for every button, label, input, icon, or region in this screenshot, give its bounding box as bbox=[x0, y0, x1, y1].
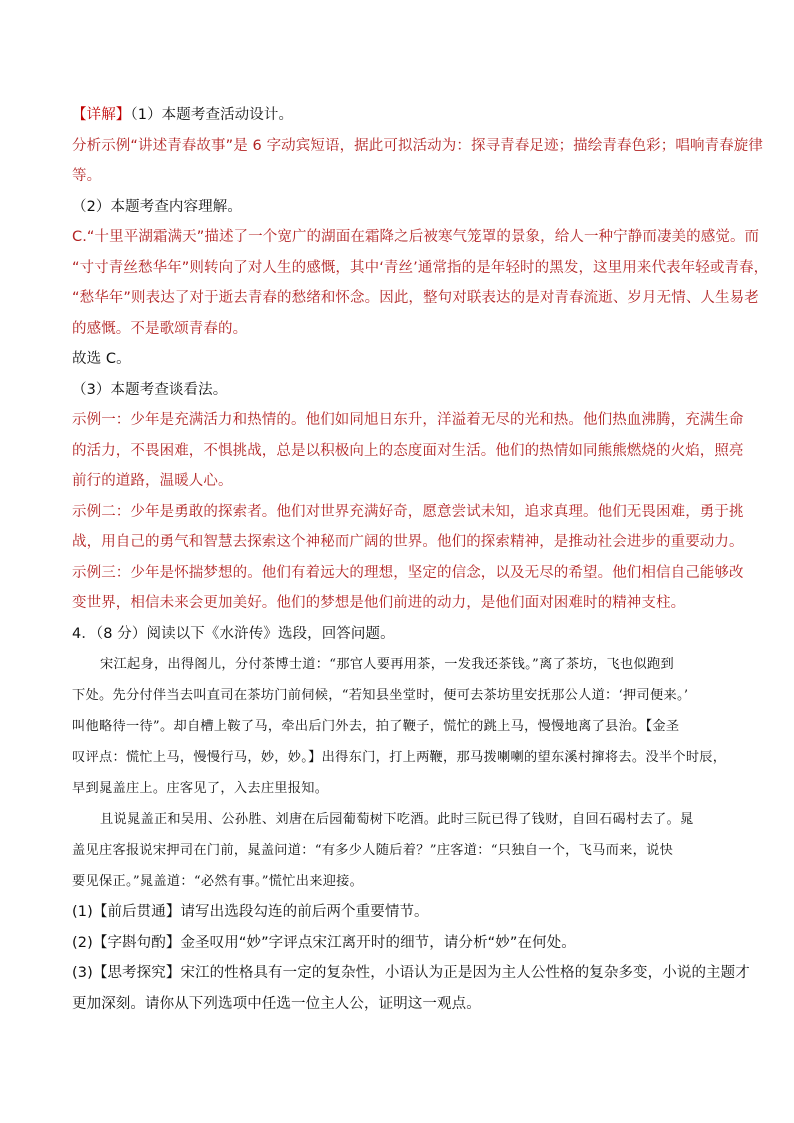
question-4-heading: 4．（8 分）阅读以下《水浒传》选段，回答问题。 bbox=[72, 625, 395, 642]
passage-p2-line-3: 要见保正。”晁盖道：“必然有事。”慌忙出来迎接。 bbox=[72, 874, 364, 889]
passage-p1-line-3: 叫他略待一待”。却自槽上鞍了马，牵出后门外去，拍了鞭子，慌忙的跳上马，慢慢地离了县治。【金圣 bbox=[72, 719, 680, 734]
example-3-line-1: 示例三：少年是怀揣梦想的。他们有着远大的理想，坚定的信念，以及无尽的希望。他们相信自己能够改 bbox=[72, 564, 744, 581]
passage-p2-line-2: 盖见庄客报说宋押司在门前，晁盖问道：“有多少人随后着？”庄客道：“只独自一个，飞马而来，说快 bbox=[72, 843, 674, 858]
passage-p2-line-1: 且说晁盖正和吴用、公孙胜、刘唐在后园葡萄树下吃酒。此时三阮已得了钱财，自回石碣村去了。晁 bbox=[100, 812, 694, 827]
detail-q2: （2）本题考查内容理解。 bbox=[72, 198, 242, 215]
example-2-line-1: 示例二：少年是勇敢的探索者。他们对世界充满好奇，愿意尝试未知，追求真理。他们无畏困难，勇于挑 bbox=[72, 503, 744, 520]
analysis-line-2: 等。 bbox=[72, 168, 102, 184]
example-3-line-2: 变世界，相信未来会更加美好。他们的梦想是他们前进的动力，是他们面对困难时的精神支柱。 bbox=[72, 595, 686, 611]
sub-question-3-text: 宋江的性格具有一定的复杂性，小语认为正是因为主人公性格的复杂多变，小说的主题才 bbox=[180, 965, 750, 981]
sub-question-1-tag: 【前后贯通】 bbox=[92, 904, 181, 920]
passage-p1-line-1: 宋江起身，出得阁儿，分付茶博士道：“那官人要再用茶，一发我还茶钱。”离了茶坊，飞也似跑到 bbox=[100, 657, 674, 672]
answer-c-line-4: 的感慨。不是歌颂青春的。 bbox=[72, 320, 248, 337]
analysis-line-1: 分析示例“讲述青春故事”是 6 字动宾短语，据此可拟活动为：探寻青春足迹；描绘青春色彩；唱响青春旋律 bbox=[72, 137, 763, 154]
sub-question-3-number: (3) bbox=[72, 965, 93, 981]
sub-question-1-text: 请写出选段勾连的前后两个重要情节。 bbox=[180, 904, 429, 920]
example-1-line-3: 前行的道路，温暖人心。 bbox=[72, 473, 233, 489]
passage-p1-line-5: 早到晁盖庄上。庄客见了，入去庄里报知。 bbox=[72, 781, 329, 796]
answer-c-line-2: “寸寸青丝愁华年”则转向了对人生的感慨，其中‘青丝’通常指的是年轻时的黑发，这里用来代表年轻或青春， bbox=[72, 259, 769, 276]
example-2-line-2: 战，用自己的勇气和智慧去探索这个神秘而广阔的世界。他们的探索精神，是推动社会进步的重要动力。 bbox=[72, 534, 744, 550]
detail-q1: （1）本题考查活动设计。 bbox=[130, 107, 294, 123]
detail-tag: 【详解】 bbox=[72, 107, 131, 123]
passage-p1-line-4: 叹评点：慌忙上马，慢慢行马，妙，妙。】出得东门，打上两鞭，那马拨喇喇的望东溪村撺将去。没半个时辰， bbox=[72, 750, 727, 765]
sub-question-1-number: (1) bbox=[72, 904, 93, 920]
passage-p1-line-2: 下处。先分付伴当去叫直司在茶坊门前伺候，“若知县坐堂时，便可去茶坊里安抚那公人道：‘押司便来。’ bbox=[72, 688, 689, 703]
sub-question-3 bbox=[72, 958, 750, 989]
sub-question-2 bbox=[72, 928, 732, 959]
detail-q3: （3）本题考查谈看法。 bbox=[72, 381, 228, 398]
sub-question-1 bbox=[72, 897, 732, 928]
example-1-line-1: 示例一：少年是充满活力和热情的。他们如同旭日东升，洋溢着无尽的光和热。他们热血沸腾，充满生命 bbox=[72, 412, 744, 428]
document-page bbox=[72, 100, 769, 1019]
sub-question-2-text: 金圣叹用“妙”字评点宋江离开时的细节，请分析“妙”在何处。 bbox=[180, 934, 576, 951]
sub-question-3-tag: 【思考探究】 bbox=[92, 965, 181, 981]
answer-c-line-3: “愁华年”则表达了对于逝去青春的愁绪和怀念。因此，整句对联表达的是对青春流逝、岁月无情、人生易老 bbox=[72, 290, 759, 306]
detail-intro-line bbox=[72, 100, 732, 131]
sub-question-2-tag: 【字斟句酌】 bbox=[92, 934, 181, 951]
example-1-line-2: 的活力，不畏困难，不惧挑战，总是以积极向上的态度面对生活。他们的热情如同熊熊燃烧的火焰，照亮 bbox=[72, 442, 744, 459]
choose-line: 故选 C。 bbox=[72, 351, 131, 367]
sub-question-2-number: (2) bbox=[72, 934, 93, 951]
sub-question-3-line-2: 更加深刻。请你从下列选项中任选一位主人公，证明这一观点。 bbox=[72, 995, 481, 1012]
answer-c-line-1: C.“十里平湖霜满天”描述了一个宽广的湖面在霜降之后被寒气笼罩的景象，给人一种宁静而凄美的感觉。而 bbox=[72, 229, 760, 245]
